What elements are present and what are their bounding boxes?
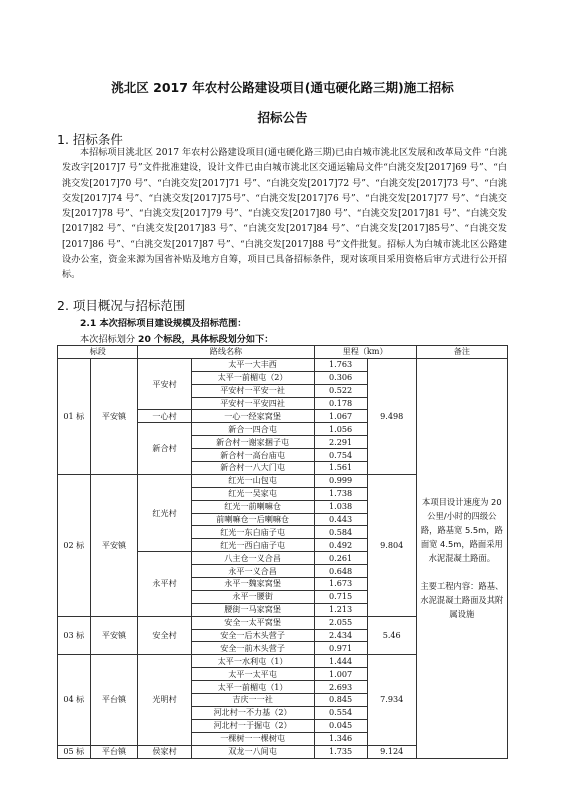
- bid-section-cell: 02 标: [58, 474, 91, 616]
- route-name-cell: 新合村一八大门屯: [191, 462, 314, 475]
- route-mileage-cell: 2.055: [314, 616, 367, 629]
- note-spacer: [420, 565, 504, 579]
- route-mileage-cell: 0.845: [314, 694, 367, 707]
- route-mileage-cell: 1.763: [314, 358, 367, 371]
- table-row: [58, 358, 508, 371]
- table-header-row: [58, 346, 508, 359]
- note-main-works: 主要工程内容：路基、水泥混凝土路面及其附属设施: [420, 581, 504, 620]
- section-heading-2: 2. 项目概况与招标范围: [57, 298, 186, 313]
- route-name-cell: 一棵树一一棵树屯: [191, 732, 314, 745]
- section-total-cell: 9.804: [367, 474, 416, 616]
- route-name-cell: 腰街一马家窝堡: [191, 603, 314, 616]
- route-name-cell: 前喇嘛仓一后喇嘛仓: [191, 513, 314, 526]
- village-cell: 红光村: [138, 474, 191, 551]
- route-name-cell: 永平一义合昌: [191, 565, 314, 578]
- section-total-cell: 7.934: [367, 655, 416, 745]
- route-mileage-cell: 0.999: [314, 474, 367, 487]
- town-cell: 平安镇: [90, 358, 138, 474]
- route-mileage-cell: 0.754: [314, 449, 367, 462]
- route-name-cell: 太平一前楣屯（1）: [191, 681, 314, 694]
- route-name-cell: 红光一西白庙子屯: [191, 539, 314, 552]
- route-name-cell: 红光一吴家屯: [191, 487, 314, 500]
- route-name-cell: 永平一腰街: [191, 590, 314, 603]
- village-cell: 安全村: [138, 616, 191, 655]
- header-bid: 标段: [58, 346, 138, 359]
- route-name-cell: 红光一东白庙子屯: [191, 526, 314, 539]
- subsection-heading-2-1: 2.1 本次招标项目建设规模及招标范围：: [80, 318, 247, 329]
- route-mileage-cell: 0.554: [314, 706, 367, 719]
- route-name-cell: 吉庆一一社: [191, 694, 314, 707]
- header-note: 备注: [416, 346, 507, 359]
- route-mileage-cell: 0.522: [314, 384, 367, 397]
- route-name-cell: 太平一太平屯: [191, 668, 314, 681]
- table-intro-text: 本次招标划分: [80, 334, 139, 345]
- route-mileage-cell: 0.971: [314, 642, 367, 655]
- route-name-cell: 河北村一于掘屯（2）: [191, 719, 314, 732]
- route-name-cell: 安全一太平窝堡: [191, 616, 314, 629]
- bid-section-table: [57, 345, 508, 759]
- document-subtitle: 招标公告: [257, 110, 308, 125]
- route-mileage-cell: 0.648: [314, 565, 367, 578]
- village-cell: 光明村: [138, 655, 191, 745]
- route-mileage-cell: 1.346: [314, 732, 367, 745]
- town-cell: 平台镇: [90, 745, 138, 758]
- route-name-cell: 太平一水利屯（1）: [191, 655, 314, 668]
- route-name-cell: 永平一魏家窝堡: [191, 578, 314, 591]
- section-heading-1: 1. 招标条件: [57, 132, 123, 147]
- route-name-cell: 八主仓一义合昌: [191, 552, 314, 565]
- route-name-cell: 安全一前木头营子: [191, 642, 314, 655]
- route-name-cell: 一心一经家窝堡: [191, 410, 314, 423]
- route-mileage-cell: 0.261: [314, 552, 367, 565]
- route-mileage-cell: 0.492: [314, 539, 367, 552]
- route-mileage-cell: 2.693: [314, 681, 367, 694]
- village-cell: 平安村: [138, 358, 191, 410]
- route-mileage-cell: 1.067: [314, 410, 367, 423]
- table-intro-bold: 20 个标段，具体标段划分如下：: [138, 334, 274, 345]
- section-total-cell: 9.498: [367, 358, 416, 474]
- route-name-cell: 红光一山包屯: [191, 474, 314, 487]
- village-cell: 一心村: [138, 410, 191, 423]
- route-name-cell: 新合村一高台庙屯: [191, 449, 314, 462]
- route-name-cell: 安全一后木头营子: [191, 629, 314, 642]
- route-mileage-cell: 1.038: [314, 500, 367, 513]
- route-mileage-cell: 1.735: [314, 745, 367, 758]
- paragraph-bid-conditions: 本招标项目洮北区 2017 年农村公路建设项目(通屯硬化路三期)已由白城市洮北区发展和改革局文件 “白洮发改字[2017]7 号”文件批准建设，设计文件已由白城市洮北区交通运输局文件“白洮交发[2017]69 号”、“白洮交发[2017]70 号”、“白洮交发[2017]71 号”、“白洮交发[2017]72 号”、“白洮交发[2017]73 号”、“白洮交发[2017]74 号”、“白洮交发[2017]75号”、“白洮交发[2017]76 号”、“白洮交发[2017]77 号”、“白洮交发[2017]78 号”、“白洮交发[2017]79 号”、“白洮交发[2017]80 号”、“白洮交发[2017]81 号”、“白洮交发[2017]82 号”、“白洮交发[2017]83 号”、“白洮交发[2017]84 号”、“白洮交发[2017]85号”、“白洮交发[2017]86 号”、“白洮交发[2017]87 号”、“白洮交发[2017]88 号”文件批复。招标人为白城市洮北区公路建设办公室，资金来源为国省补贴及地方自筹，项目已具备招标条件，现对该项目采用资格后审方式进行公开招标。: [62, 148, 507, 281]
- note-design-standard: 本项目设计速度为 20 公里/小时的四级公路，路基宽 5.5m，路面宽 4.5m，路面采用水泥混凝土路面。: [420, 497, 503, 564]
- document-title: 洮北区 2017 年农村公路建设项目(通屯硬化路三期)施工招标: [111, 80, 454, 95]
- route-mileage-cell: 2.291: [314, 436, 367, 449]
- village-cell: 新合村: [138, 423, 191, 475]
- route-mileage-cell: 0.584: [314, 526, 367, 539]
- village-cell: 侯家村: [138, 745, 191, 758]
- route-mileage-cell: 0.306: [314, 371, 367, 384]
- route-name-cell: 红光一前喇嘛仓: [191, 500, 314, 513]
- route-name-cell: 新合村一谢家捆子屯: [191, 436, 314, 449]
- route-name-cell: 太平一前楣屯（2）: [191, 371, 314, 384]
- route-mileage-cell: 0.045: [314, 719, 367, 732]
- route-mileage-cell: 0.715: [314, 590, 367, 603]
- route-name-cell: 河北村一不力基（2）: [191, 706, 314, 719]
- bid-section-cell: 04 标: [58, 655, 91, 745]
- header-mileage: 里程（km）: [314, 346, 416, 359]
- route-name-cell: 平安村一平安一社: [191, 384, 314, 397]
- route-mileage-cell: 1.007: [314, 668, 367, 681]
- route-name-cell: 双龙一八间屯: [191, 745, 314, 758]
- town-cell: 平安镇: [90, 616, 138, 655]
- route-mileage-cell: 1.056: [314, 423, 367, 436]
- town-cell: 平安镇: [90, 474, 138, 616]
- route-mileage-cell: 1.738: [314, 487, 367, 500]
- table-body: [58, 358, 508, 758]
- bid-section-cell: 05 标: [58, 745, 91, 758]
- note-cell: [416, 358, 507, 758]
- route-mileage-cell: 1.213: [314, 603, 367, 616]
- route-mileage-cell: 1.444: [314, 655, 367, 668]
- route-mileage-cell: 2.434: [314, 629, 367, 642]
- route-mileage-cell: 0.443: [314, 513, 367, 526]
- town-cell: 平台镇: [90, 655, 138, 745]
- village-cell: 永平村: [138, 552, 191, 616]
- bid-section-cell: 01 标: [58, 358, 91, 474]
- section-total-cell: 9.124: [367, 745, 416, 758]
- route-name-cell: 太平一大丰西: [191, 358, 314, 371]
- bid-section-cell: 03 标: [58, 616, 91, 655]
- route-mileage-cell: 1.561: [314, 462, 367, 475]
- route-name-cell: 平安村一平安四社: [191, 397, 314, 410]
- header-route: 路线名称: [138, 346, 314, 359]
- route-name-cell: 新合一四合屯: [191, 423, 314, 436]
- table-intro: [80, 331, 273, 345]
- section-total-cell: 5.46: [367, 616, 416, 655]
- route-mileage-cell: 1.673: [314, 578, 367, 591]
- route-mileage-cell: 0.178: [314, 397, 367, 410]
